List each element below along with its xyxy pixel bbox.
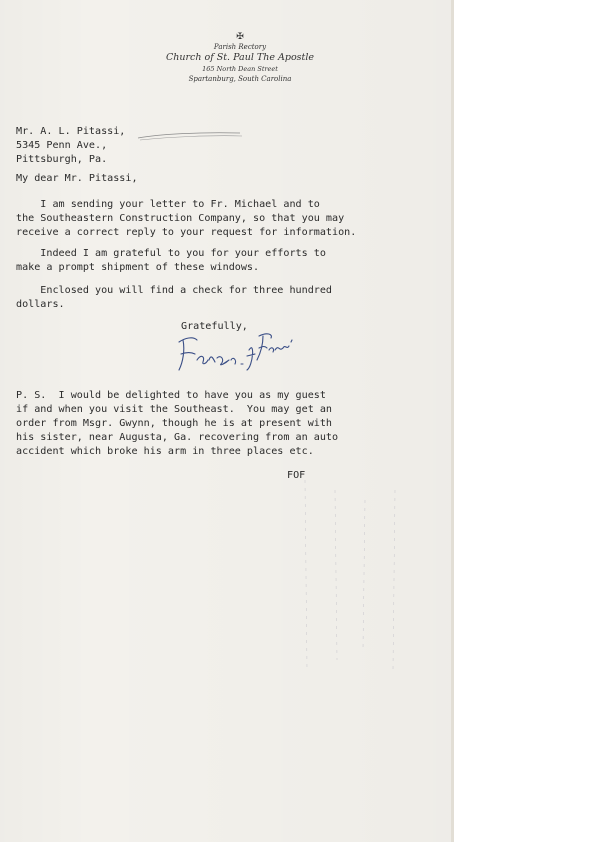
postscript-line: order from Msgr. Gwynn, though he is at present with (16, 418, 333, 429)
paragraph-2 (16, 247, 326, 275)
letterhead-rectory: Parish Rectory (213, 43, 267, 51)
handwritten-signature (175, 320, 305, 380)
letterhead-church: Church of St. Paul The Apostle (165, 52, 315, 63)
recipient-address (16, 125, 125, 167)
postscript-line: if and when you visit the Southeast. You may get an (16, 404, 333, 415)
postscript (16, 389, 338, 459)
letterhead-street: 165 North Dean Street (202, 65, 278, 73)
letterhead-city: Spartanburg, South Carolina (188, 75, 292, 83)
paragraph-1 (16, 198, 356, 240)
closing: Gratefully, (181, 321, 248, 332)
paper-edge (451, 0, 454, 842)
paragraph-3 (16, 284, 332, 312)
postscript-line: P. S. I would be delighted to have you as my guest (16, 390, 326, 401)
address-line: Pittsburgh, Pa. (16, 154, 108, 165)
paragraph-line: Indeed I am grateful to you for your efforts to (16, 248, 326, 259)
postscript-line: accident which broke his arm in three places etc. (16, 446, 314, 457)
paragraph-line: the Southeastern Construction Company, so that you may (16, 213, 345, 224)
paragraph-line: Enclosed you will find a check for three hundred (16, 285, 333, 296)
salutation: My dear Mr. Pitassi, (16, 173, 138, 184)
address-line: Mr. A. L. Pitassi, (16, 126, 126, 137)
pencil-mark (130, 128, 250, 158)
postscript-line: his sister, near Augusta, Ga. recovering from an auto (16, 432, 339, 443)
paragraph-line: receive a correct reply to your request for information. (16, 227, 357, 238)
letterhead (120, 32, 360, 84)
initials: FOF (287, 470, 306, 481)
paragraph-line: I am sending your letter to Fr. Michael and to (16, 199, 320, 210)
ink-bleed-through (295, 470, 435, 690)
paragraph-line: make a prompt shipment of these windows. (16, 262, 260, 273)
address-line: 5345 Penn Ave., (16, 140, 108, 151)
cross-icon: ✠ (236, 32, 244, 42)
paragraph-line: dollars. (16, 299, 65, 310)
